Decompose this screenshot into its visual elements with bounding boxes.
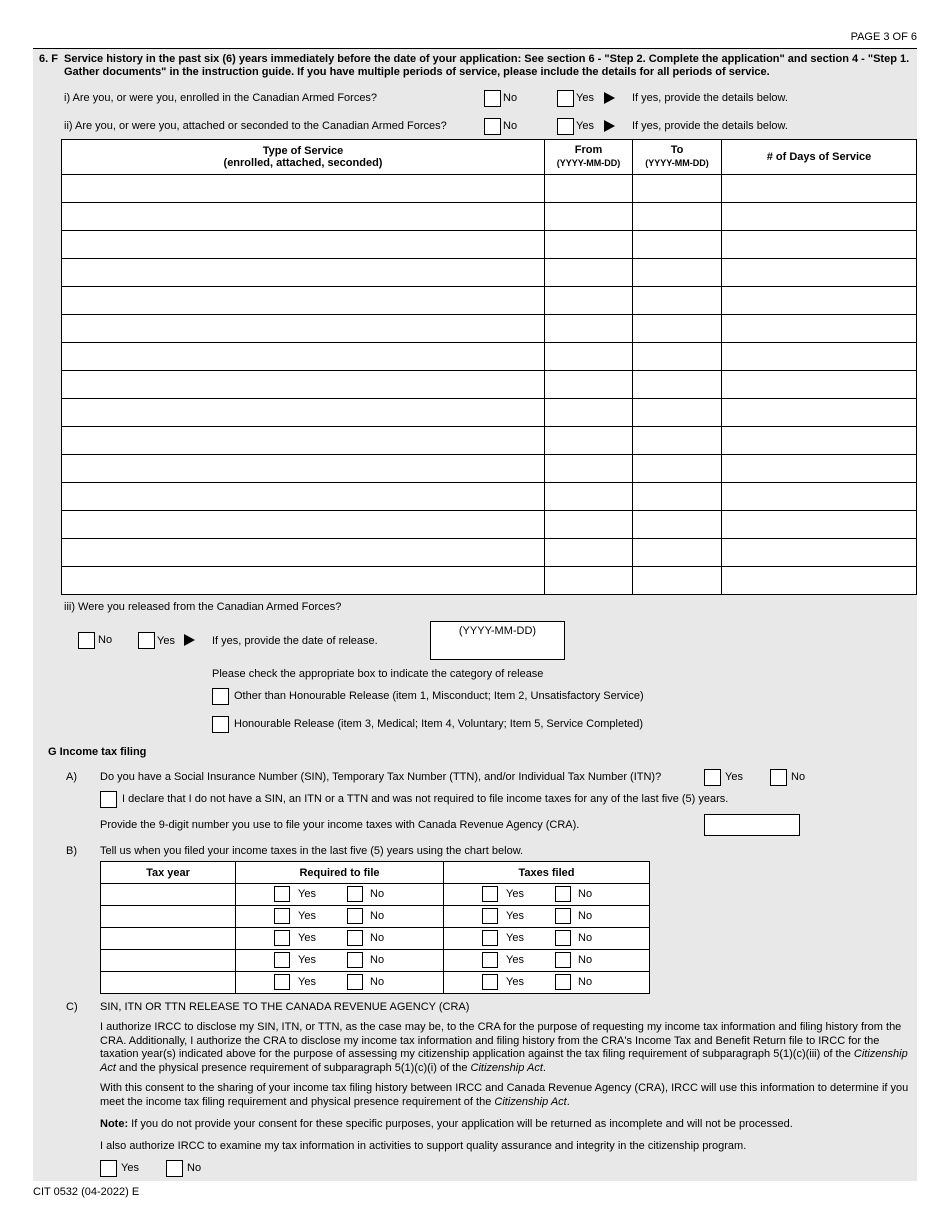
type-of-service-cell[interactable] xyxy=(62,567,545,595)
enrolled-no-label: No xyxy=(503,92,518,104)
consent-no-label: No xyxy=(187,1162,202,1174)
section-g-c-label: C) xyxy=(66,1001,78,1013)
attached-yes-label: Yes xyxy=(576,120,594,132)
taxes-filed-yes-label: Yes xyxy=(506,888,524,900)
type-of-service-cell[interactable] xyxy=(62,483,545,511)
taxes-filed-yes-label: Yes xyxy=(506,910,524,922)
taxes-filed-yes-checkbox[interactable] xyxy=(482,930,498,946)
release-date-placeholder: (YYYY-MM-DD) xyxy=(458,625,537,637)
required-to-file-cell xyxy=(236,972,444,994)
from-date-cell[interactable] xyxy=(545,483,633,511)
required-to-file-yes-checkbox[interactable] xyxy=(274,974,290,990)
release-honourable-label: Honourable Release (item 3, Medical; Item 4, Voluntary; Item 5, Service Completed) xyxy=(234,718,644,730)
arrow-right-icon xyxy=(184,634,195,646)
tax-filing-table xyxy=(100,861,650,994)
days-of-service-cell[interactable] xyxy=(722,567,917,595)
tax-year-cell[interactable] xyxy=(101,906,236,928)
to-date-cell[interactable] xyxy=(633,259,722,287)
required-to-file-cell xyxy=(236,928,444,950)
required-to-file-yes-checkbox[interactable] xyxy=(274,886,290,902)
days-of-service-cell[interactable] xyxy=(722,203,917,231)
tax-year-row xyxy=(101,906,650,928)
required-to-file-no-checkbox[interactable] xyxy=(347,952,363,968)
from-date-cell[interactable] xyxy=(545,567,633,595)
taxes-filed-no-label: No xyxy=(578,932,593,944)
attached-if-yes-text: If yes, provide the details below. xyxy=(632,120,788,132)
section-f-heading-line2: Gather documents" in the instruction guide. If you have multiple periods of service, please include the details for all periods of service. xyxy=(64,66,770,78)
taxes-filed-no-checkbox[interactable] xyxy=(555,974,571,990)
from-date-cell[interactable] xyxy=(545,203,633,231)
required-to-file-yes-checkbox[interactable] xyxy=(274,952,290,968)
from-date-cell[interactable] xyxy=(545,399,633,427)
required-to-file-yes-label: Yes xyxy=(298,954,316,966)
required-to-file-no-checkbox[interactable] xyxy=(347,930,363,946)
enrolled-yes-label: Yes xyxy=(576,92,594,104)
tax-year-row xyxy=(101,928,650,950)
to-date-cell[interactable] xyxy=(633,511,722,539)
service-row xyxy=(62,455,917,483)
section-f-number: 6. F xyxy=(39,53,58,65)
enrolled-if-yes-text: If yes, provide the details below. xyxy=(632,92,788,104)
form-footer-code: CIT 0532 (04-2022) E xyxy=(33,1186,140,1198)
to-date-cell[interactable] xyxy=(633,483,722,511)
service-row xyxy=(62,259,917,287)
taxes-filed-no-checkbox[interactable] xyxy=(555,908,571,924)
to-date-cell[interactable] xyxy=(633,203,722,231)
taxes-filed-no-checkbox[interactable] xyxy=(555,930,571,946)
type-of-service-cell[interactable] xyxy=(62,455,545,483)
days-of-service-cell[interactable] xyxy=(722,399,917,427)
release-honourable-checkbox[interactable] xyxy=(212,716,229,733)
no-sin-declaration-checkbox[interactable] xyxy=(100,791,117,808)
taxes-filed-no-label: No xyxy=(578,976,593,988)
service-row xyxy=(62,371,917,399)
release-date-field[interactable] xyxy=(430,621,565,660)
to-date-cell[interactable] xyxy=(633,287,722,315)
no-sin-declaration-text: I declare that I do not have a SIN, an ITN or a TTN and was not required to file income taxes for any of the last five (5) years. xyxy=(122,793,729,805)
taxes-filed-cell xyxy=(444,950,650,972)
tax-year-row xyxy=(101,884,650,906)
from-date-cell[interactable] xyxy=(545,259,633,287)
released-yes-label: Yes xyxy=(157,635,175,647)
enrolled-yes-checkbox[interactable] xyxy=(557,90,574,107)
tax-year-cell[interactable] xyxy=(101,972,236,994)
from-date-cell[interactable] xyxy=(545,315,633,343)
required-to-file-no-label: No xyxy=(370,976,385,988)
required-to-file-no-label: No xyxy=(370,932,385,944)
days-of-service-cell[interactable] xyxy=(722,287,917,315)
service-row xyxy=(62,427,917,455)
type-of-service-cell[interactable] xyxy=(62,539,545,567)
to-date-cell[interactable] xyxy=(633,427,722,455)
to-date-cell[interactable] xyxy=(633,539,722,567)
attached-yes-checkbox[interactable] xyxy=(557,118,574,135)
provide-number-text: Provide the 9-digit number you use to file your income taxes with Canada Revenue Agency (CRA). xyxy=(100,819,580,831)
sin-yes-label: Yes xyxy=(725,771,743,783)
section-g-a-label: A) xyxy=(66,771,77,783)
question-released: iii) Were you released from the Canadian Armed Forces? xyxy=(64,601,342,613)
required-to-file-no-label: No xyxy=(370,954,385,966)
from-date-cell[interactable] xyxy=(545,287,633,315)
type-of-service-cell[interactable] xyxy=(62,343,545,371)
sin-no-label: No xyxy=(791,771,806,783)
from-date-cell[interactable] xyxy=(545,539,633,567)
days-of-service-cell[interactable] xyxy=(722,259,917,287)
days-of-service-cell[interactable] xyxy=(722,483,917,511)
sin-no-checkbox[interactable] xyxy=(770,769,787,786)
taxes-filed-no-checkbox[interactable] xyxy=(555,952,571,968)
type-of-service-cell[interactable] xyxy=(62,371,545,399)
to-date-cell[interactable] xyxy=(633,567,722,595)
required-to-file-cell xyxy=(236,884,444,906)
to-date-cell[interactable] xyxy=(633,455,722,483)
from-date-cell[interactable] xyxy=(545,175,633,203)
required-to-file-no-label: No xyxy=(370,888,385,900)
tax-year-row xyxy=(101,972,650,994)
tax-chart-instructions: Tell us when you filed your income taxes in the last five (5) years using the chart below. xyxy=(100,845,524,857)
service-row xyxy=(62,539,917,567)
to-date-cell[interactable] xyxy=(633,315,722,343)
type-of-service-cell[interactable] xyxy=(62,427,545,455)
service-row xyxy=(62,399,917,427)
taxes-filed-yes-checkbox[interactable] xyxy=(482,908,498,924)
col-required-to-file: Required to file xyxy=(236,862,444,884)
col-type-of-service: Type of Service (enrolled, attached, seconded) xyxy=(62,140,545,175)
required-to-file-yes-checkbox[interactable] xyxy=(274,930,290,946)
quality-assurance-authorization: I also authorize IRCC to examine my tax information in activities to support quality assurance and integrity in the citizenship program. xyxy=(100,1140,747,1152)
released-no-label: No xyxy=(98,634,113,646)
taxes-filed-no-checkbox[interactable] xyxy=(555,886,571,902)
required-to-file-no-label: No xyxy=(370,910,385,922)
service-row xyxy=(62,203,917,231)
from-date-cell[interactable] xyxy=(545,511,633,539)
page-number: PAGE 3 OF 6 xyxy=(850,31,917,43)
days-of-service-cell[interactable] xyxy=(722,371,917,399)
taxes-filed-no-label: No xyxy=(578,910,593,922)
sin-yes-checkbox[interactable] xyxy=(704,769,721,786)
taxes-filed-yes-checkbox[interactable] xyxy=(482,886,498,902)
type-of-service-cell[interactable] xyxy=(62,399,545,427)
note-paragraph: Note: If you do not provide your consent for these specific purposes, your application will be returned as incomplete and will not be processed. xyxy=(100,1118,793,1130)
required-to-file-no-checkbox[interactable] xyxy=(347,886,363,902)
from-date-cell[interactable] xyxy=(545,427,633,455)
service-row xyxy=(62,231,917,259)
release-category-instructions: Please check the appropriate box to indicate the category of release xyxy=(212,668,544,680)
question-enrolled: i) Are you, or were you, enrolled in the Canadian Armed Forces? xyxy=(64,92,378,104)
taxes-filed-yes-label: Yes xyxy=(506,954,524,966)
col-tax-year: Tax year xyxy=(101,862,236,884)
taxes-filed-cell xyxy=(444,906,650,928)
col-days-of-service: # of Days of Service xyxy=(722,140,917,175)
col-from: From (YYYY-MM-DD) xyxy=(545,140,633,175)
from-date-cell[interactable] xyxy=(545,371,633,399)
taxes-filed-yes-checkbox[interactable] xyxy=(482,952,498,968)
days-of-service-cell[interactable] xyxy=(722,343,917,371)
taxes-filed-no-label: No xyxy=(578,888,593,900)
taxes-filed-cell xyxy=(444,972,650,994)
type-of-service-cell[interactable] xyxy=(62,315,545,343)
taxes-filed-yes-label: Yes xyxy=(506,932,524,944)
required-to-file-cell xyxy=(236,906,444,928)
required-to-file-yes-checkbox[interactable] xyxy=(274,908,290,924)
required-to-file-yes-label: Yes xyxy=(298,932,316,944)
to-date-cell[interactable] xyxy=(633,343,722,371)
type-of-service-cell[interactable] xyxy=(62,175,545,203)
col-to: To (YYYY-MM-DD) xyxy=(633,140,722,175)
service-history-table xyxy=(61,139,917,595)
days-of-service-cell[interactable] xyxy=(722,175,917,203)
section-g-b-label: B) xyxy=(66,845,77,857)
col-taxes-filed: Taxes filed xyxy=(444,862,650,884)
days-of-service-cell[interactable] xyxy=(722,427,917,455)
service-row xyxy=(62,511,917,539)
days-of-service-cell[interactable] xyxy=(722,455,917,483)
taxes-filed-yes-checkbox[interactable] xyxy=(482,974,498,990)
days-of-service-cell[interactable] xyxy=(722,511,917,539)
from-date-cell[interactable] xyxy=(545,231,633,259)
service-row xyxy=(62,343,917,371)
tax-year-cell[interactable] xyxy=(101,884,236,906)
arrow-right-icon xyxy=(604,120,615,132)
released-no-checkbox[interactable] xyxy=(78,632,95,649)
tax-number-input[interactable] xyxy=(704,814,800,836)
service-row xyxy=(62,175,917,203)
from-date-cell[interactable] xyxy=(545,455,633,483)
authorization-paragraph: I authorize IRCC to disclose my SIN, ITN, or TTN, as the case may be, to the CRA for the purpose of requesting my income tax information and filing history from the CRA. Additionally, I authorize the CRA to disclose my income tax information and filing history from the CRA's Income Tax and Benefit Return file to IRCC for the taxation year(s) indicated above for the purpose of assessing my citizenship application against the tax filing requirement of subparagraph 5(1)(c)(iii) of the Citizenship Act and the physical presence requirement of subparagraph 5(1)(c)(i) of the Citizenship Act. xyxy=(100,1021,908,1074)
service-row xyxy=(62,315,917,343)
type-of-service-cell[interactable] xyxy=(62,231,545,259)
taxes-filed-yes-label: Yes xyxy=(506,976,524,988)
type-of-service-cell[interactable] xyxy=(62,259,545,287)
released-if-yes-text: If yes, provide the date of release. xyxy=(212,635,378,647)
service-row xyxy=(62,287,917,315)
attached-no-checkbox[interactable] xyxy=(484,118,501,135)
section-g-heading: G Income tax filing xyxy=(48,746,147,758)
required-to-file-yes-label: Yes xyxy=(298,888,316,900)
release-other-than-honourable-checkbox[interactable] xyxy=(212,688,229,705)
type-of-service-cell[interactable] xyxy=(62,287,545,315)
consent-no-checkbox[interactable] xyxy=(166,1160,183,1177)
required-to-file-no-checkbox[interactable] xyxy=(347,974,363,990)
required-to-file-yes-label: Yes xyxy=(298,910,316,922)
consent-yes-label: Yes xyxy=(121,1162,139,1174)
type-of-service-cell[interactable] xyxy=(62,203,545,231)
arrow-right-icon xyxy=(604,92,615,104)
type-of-service-cell[interactable] xyxy=(62,511,545,539)
to-date-cell[interactable] xyxy=(633,231,722,259)
tax-year-cell[interactable] xyxy=(101,950,236,972)
attached-no-label: No xyxy=(503,120,518,132)
question-attached: ii) Are you, or were you, attached or seconded to the Canadian Armed Forces? xyxy=(64,120,447,132)
taxes-filed-cell xyxy=(444,884,650,906)
sin-question: Do you have a Social Insurance Number (SIN), Temporary Tax Number (TTN), and/or Individual Tax Number (ITN)? xyxy=(100,771,662,783)
taxes-filed-cell xyxy=(444,928,650,950)
section-f-heading-line1: Service history in the past six (6) years immediately before the date of your application: See section 6 - "Step 2. Complete the application" and section 4 - "Step 1. xyxy=(64,53,910,65)
days-of-service-cell[interactable] xyxy=(722,231,917,259)
consent-paragraph: With this consent to the sharing of your income tax filing history between IRCC and Canada Revenue Agency (CRA), IRCC will use this information to determine if you meet the income tax filing requirement and physical presence requirement of the Citizenship Act. xyxy=(100,1082,909,1108)
from-date-cell[interactable] xyxy=(545,343,633,371)
to-date-cell[interactable] xyxy=(633,175,722,203)
service-row xyxy=(62,567,917,595)
days-of-service-cell[interactable] xyxy=(722,315,917,343)
service-row xyxy=(62,483,917,511)
required-to-file-yes-label: Yes xyxy=(298,976,316,988)
released-yes-checkbox[interactable] xyxy=(138,632,155,649)
consent-yes-checkbox[interactable] xyxy=(100,1160,117,1177)
enrolled-no-checkbox[interactable] xyxy=(484,90,501,107)
taxes-filed-no-label: No xyxy=(578,954,593,966)
tax-year-cell[interactable] xyxy=(101,928,236,950)
required-to-file-cell xyxy=(236,950,444,972)
days-of-service-cell[interactable] xyxy=(722,539,917,567)
to-date-cell[interactable] xyxy=(633,371,722,399)
release-other-than-honourable-label: Other than Honourable Release (item 1, Misconduct; Item 2, Unsatisfactory Service) xyxy=(234,690,644,702)
release-to-cra-heading: SIN, ITN OR TTN RELEASE TO THE CANADA REVENUE AGENCY (CRA) xyxy=(100,1001,470,1013)
to-date-cell[interactable] xyxy=(633,399,722,427)
tax-year-row xyxy=(101,950,650,972)
required-to-file-no-checkbox[interactable] xyxy=(347,908,363,924)
